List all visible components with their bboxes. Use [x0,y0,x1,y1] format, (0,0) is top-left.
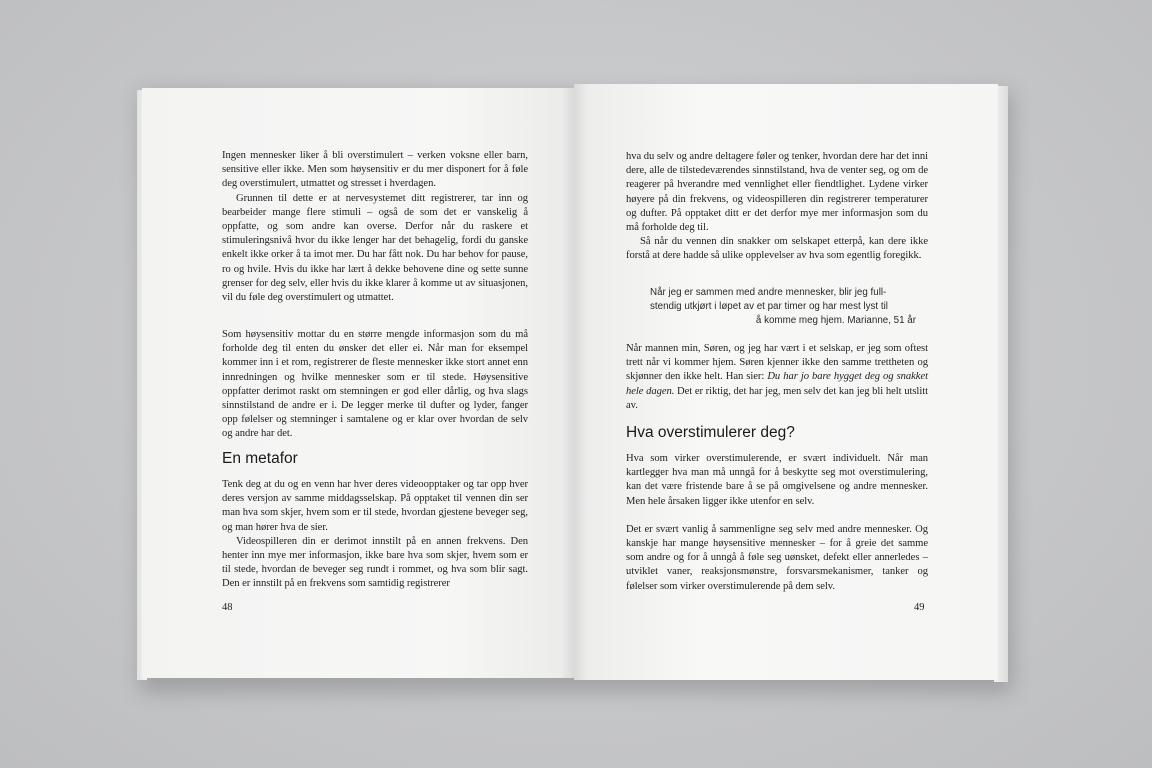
left-page-text-section-3 [222,478,528,592]
right-page-text-section-1 [626,150,928,264]
section-heading-hva-overstimulerer: Hva overstimulerer deg? [626,424,795,441]
left-paragraph-5: Videospilleren din er derimot innstilt på en annen frekvens. Den henter inn mye mer informasjon, ikke bare hva som skjer, hvem som er til stede, hvordan de beveger seg rundt i rommet, og hva som blir sagt. Den er innstilt på en frekvens som samtidig registrerer [222,535,528,590]
left-page-text-section-1 [222,149,528,305]
right-paragraph-3-start: Når mannen min, Søren, og jeg har vært i et selskap, er jeg som oftest trett når vi kommer hjem. Søren kjenner ikke den samme trettheten og skjønner den ikke helt. Han sier: [626,343,928,383]
page-number-right: 49 [914,602,925,613]
right-page-text-section-2 [626,342,928,413]
right-page [574,84,998,680]
left-paragraph-3: Som høysensitiv mottar du en større mengde informasjon som du må forholde deg til enten du ønsker det eller ei. Når man for eksempel kommer inn i et rom, registrerer de fleste mennesker ikke stort annet enn innredningen og hvilke mennesker som er til stede. Høysensitive oppfatter derimot raskt om stemningen er god eller dårlig, og hva slags sinnstilstand de andre er i. De legger merke til dufter og lyder, fanger opp følelser og stemninger i samtalene og er klar over hvordan de selv og andre har det. [222,329,528,440]
right-paragraph-3-italic-quote: Du har jo bare hygget deg og snakket hele dagen. [626,371,928,397]
right-paragraph-3 [626,342,928,413]
right-paragraph-4: Hva som virker overstimulerende, er svært individuelt. Når man kartlegger hva man må unngå for å beskytte seg mot overstimulering, kan det være fristende bare å se på omgivelsene og andre mennesker. Men hele årsaken ligger ikke utenfor en selv. [626,453,928,507]
right-paragraph-1: hva du selv og andre deltagere føler og tenker, hvordan dere har det inni dere, alle de tilstedeværendes sinnstilstand, hva de venter seg, og om de reagerer på hverandre med vennlighet eller fiendtlighet. Lydene virker høyere på din frekvens, og videospilleren din registrerer temperaturer og dufter. På opptaket ditt er det derfor mye mer informasjon som du må forholde deg til. [626,151,928,234]
left-paragraph-4: Tenk deg at du og en venn har hver deres videoopptaker og tar opp hver deres versjon av samme middagsselskap. På opptaket til vennen din ser man hva som skjer, hvem som er til stede, hvordan gjestene beveger seg, og man hører hva de sier. [222,479,528,533]
quote-line-1: Når jeg er sammen med andre mennesker, blir jeg full- [650,287,887,298]
quote-line-2: stendig utkjørt i løpet av et par timer og har mest lyst til [650,301,888,313]
right-paragraph-5: Det er svært vanlig å sammenligne seg selv med andre mennesker. Og kanskje har mange høysensitive mennesker – for å greie det samme som andre og for å unngå å føle seg uønsket, defekt eller annerledes – utviklet vaner, reaksjonsmønstre, forsvarsmekanismer, tanker og følelser som virker overstimulerende på dem selv. [626,523,928,592]
section-heading-en-metafor: En metafor [222,450,298,467]
block-quote [650,286,916,329]
left-page [142,88,574,678]
quote-line-3: å komme meg hjem. Marianne, 51 år [755,315,916,327]
page-number-left: 48 [222,602,233,613]
right-paragraph-3-end: Det er riktig, det har jeg, men selv det kan jeg bli helt utslitt av. [626,385,929,411]
left-page-text-section-2 [222,328,528,442]
left-paragraph-2: Grunnen til dette er at nervesystemet ditt registrerer, tar inn og bearbeider mange flere stimuli – også de som det er vanskelig å oppfatte, og som andre kan overse. Derfor når du raskere et stimuleringsnivå hvor du ikke lenger har det behagelig, fordi du ganske enkelt ikke orker å ta imot mer. Du har fått nok. Du har behov for pause, ro og hvile. Hvis du ikke har lært å dekke behovene dine og sette sunne grenser for deg selv, eller hvis du ikke klarer å komme ut av situasjonen, vil du føle deg overstimulert og utmattet. [222,192,528,304]
left-paragraph-1: Ingen mennesker liker å bli overstimulert – verken voksne eller barn, sensitive eller ikke. Men som høysensitiv er du mer disponert for å føle deg overstimulert, utmattet og stresset i hverdagen. [222,150,528,190]
right-paragraph-2: Så når du vennen din snakker om selskapet etterpå, kan dere ikke forstå at dere hadde så ulike opplevelser av hva som egentlig foregikk. [626,236,928,262]
right-page-text-section-3 [626,452,928,594]
